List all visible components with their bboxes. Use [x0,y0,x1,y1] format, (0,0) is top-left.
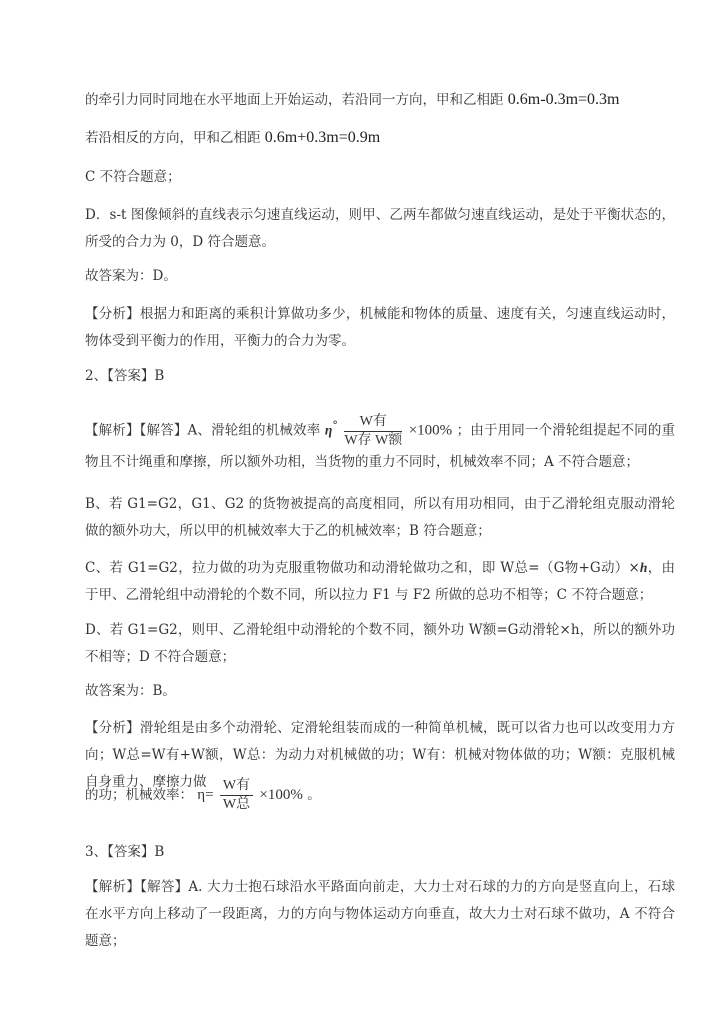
paragraph-14-text-b: 。 [307,787,321,803]
fraction-numerator: W有 [344,414,402,432]
paragraph-10-text-b: ，由于甲、乙滑轮组中动滑轮的个数不同，所以拉力 F1 与 F2 所做的总功不相等；C 不符合题意； [85,560,675,603]
distance-same-direction: 0.6m-0.3m=0.3m [507,91,620,108]
paragraph-2 [85,124,675,152]
paragraph-10-text-a: C、若 G1=G2，拉力做的功为克服重物做功和动滑轮做功之和，即 W总=（G物+G动）× [85,560,640,576]
paragraph-14 [85,778,675,813]
paragraph-2-text: 若沿相反的方向，甲和乙相距 [85,130,261,146]
paragraph-14-text-a: 的功；机械效率： [85,787,193,803]
fraction-denominator: W存 W额 [344,432,403,448]
percent-factor-2: ×100% [259,787,303,803]
answer-2-heading: 2、【答案】B [85,368,165,384]
paragraph-10 [85,554,675,609]
paragraph-8-text-a: 【解析】【解答】A、滑轮组的机械效率 [85,422,321,439]
analysis-1: 【分析】根据力和距离的乘积计算做功多少，机械能和物体的质量、速度有关，匀速直线运动时，物体受到平衡力的作用，平衡力的合力为零。 [85,306,675,349]
paragraph-11: D、若 G1=G2，则甲、乙滑轮组中动滑轮的个数不同，额外功 W额=G动滑轮×h，所以的额外功不相等；D 不符合题意； [85,622,675,665]
distance-opposite-direction: 0.6m+0.3m=0.9m [264,129,381,146]
height-symbol: h [639,560,648,575]
paragraph-16: 【解析】【解答】A. 大力士抱石球沿水平路面向前走，大力士对石球的力的方向是竖直向上，石球在水平方向上移动了一段距离，力的方向与物体运动方向垂直，故大力士对石球不做功，A 不符合题意； [85,879,675,949]
eta-equals: η= [197,787,214,803]
paragraph-3: C 不符合题意； [85,169,181,185]
eta-symbol: η [324,422,333,438]
paragraph-8 [85,412,675,476]
paragraph-1-text: 的牵引力同时同地在水平地面上开始运动，若沿同一方向，甲和乙相距 [85,92,504,108]
analysis-2: 【分析】滑轮组是由多个动滑轮、定滑轮组装而成的一种简单机械，既可以省力也可以改变用力方向；W总=W有+W额，W总：为动力对机械做的功；W有：机械对物体做的功；W额：克服机械自身重力、摩擦力做 [85,720,675,790]
percent-factor: ×100% [408,422,453,439]
paragraph-12: 故答案为：B。 [85,683,176,699]
fraction-2-denominator: W总 [222,797,251,812]
paragraph-1 [85,86,675,114]
degree-mark: ° [332,419,338,432]
fraction-2-numerator: W有 [220,778,253,796]
efficiency-fraction-2 [220,778,253,813]
paragraph-9: B、若 G1=G2，G1、G2 的货物被提高的高度相同，所以有用功相同，由于乙滑轮组克服动滑轮做的额外功大，所以甲的机械效率大于乙的机械效率；B 符合题意； [85,496,675,539]
efficiency-fraction [344,414,402,449]
paragraph-5: 故答案为：D。 [85,268,177,284]
paragraph-4: D．s-t 图像倾斜的直线表示匀速直线运动，则甲、乙两车都做匀速直线运动，是处于平衡状态的，所受的合力为 0，D 符合题意。 [85,207,675,250]
answer-3-heading: 3、【答案】B [85,844,165,860]
paragraph-8-text-b: ；由于用同一个滑轮组提起不同的重物且不计绳重和摩擦，所以额外功相，当货物的重力不同时，机械效率不同；A 不符合题意； [85,422,676,470]
